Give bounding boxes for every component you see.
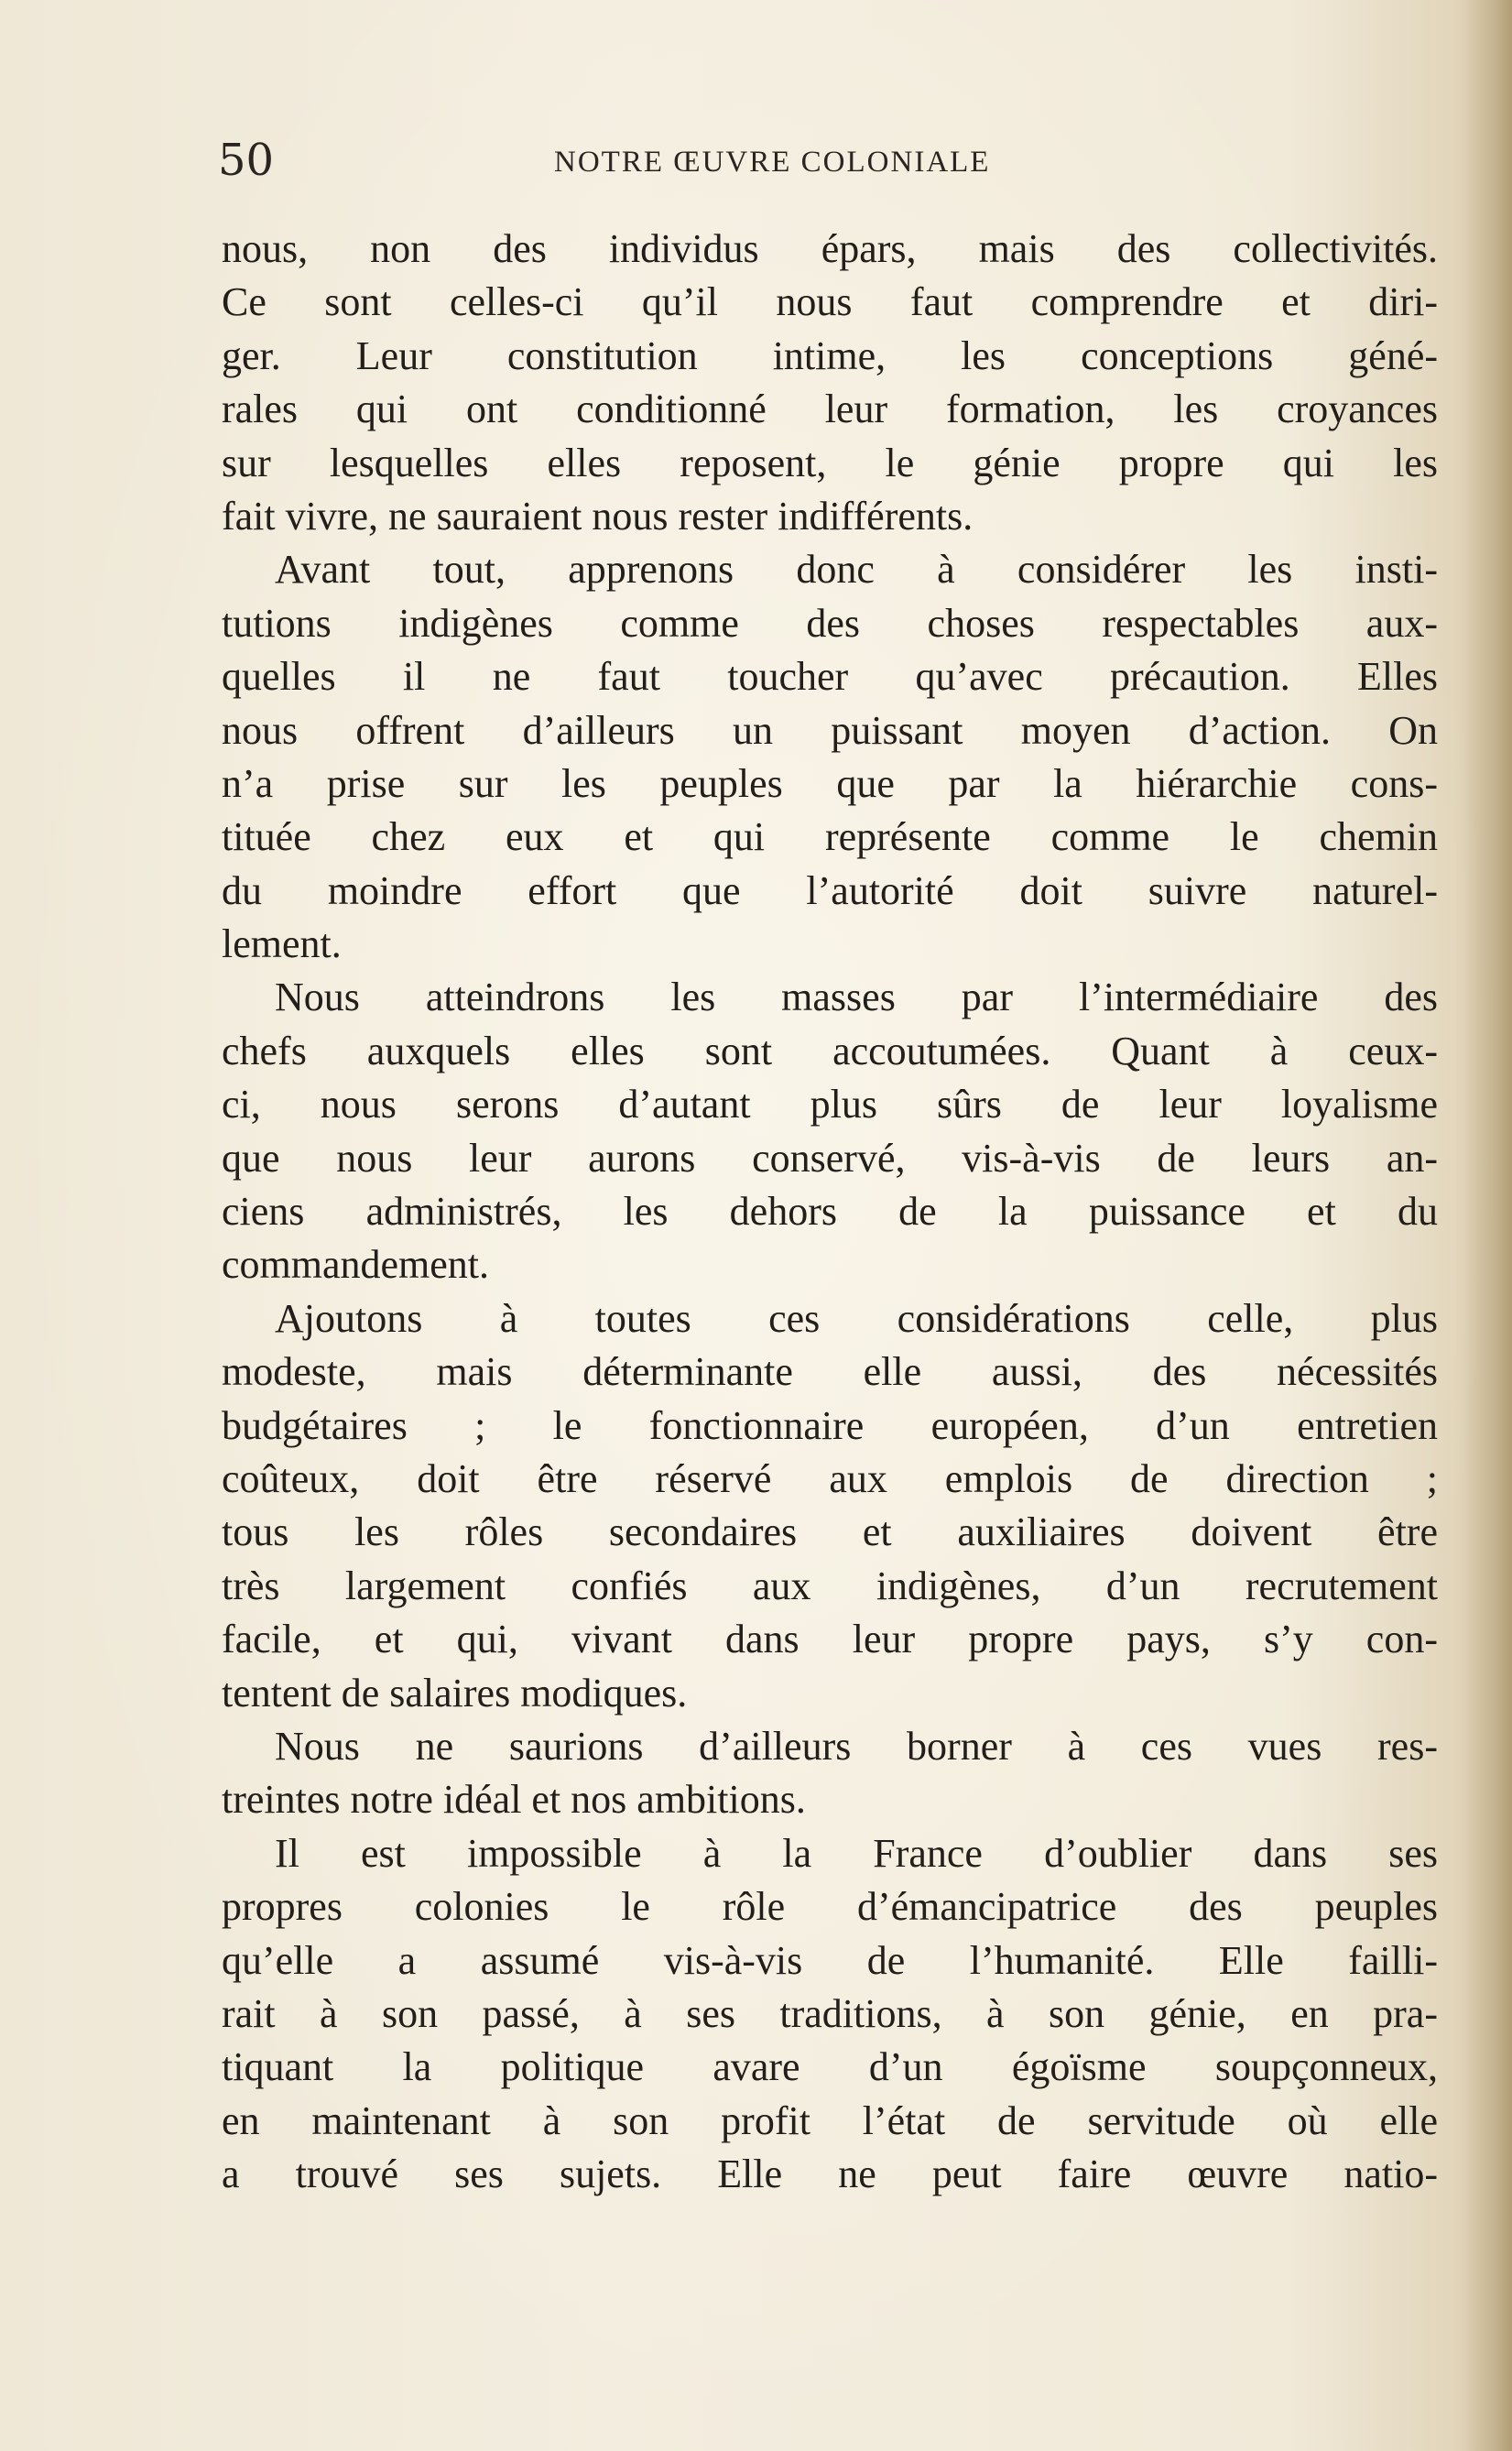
- text-line: sur lesquelles elles reposent, le génie propre qui les: [222, 440, 1438, 485]
- page-number: 50: [218, 135, 275, 186]
- text-line: rales qui ont conditionné leur formation, les croyances: [222, 387, 1438, 432]
- text-line: chefs auxquels elles sont accoutumées. Quant à ceux-: [222, 1028, 1438, 1073]
- text-line: lement.: [222, 921, 342, 967]
- text-line: que nous leur aurons conservé, vis-à-vis de leurs an-: [222, 1135, 1438, 1181]
- page-gutter-shadow: [1464, 0, 1512, 2451]
- page-header: [0, 133, 1512, 188]
- text-line: Ajoutons à toutes ces considérations celle, plus: [275, 1295, 1438, 1341]
- text-line: coûteux, doit être réservé aux emplois de direction ;: [222, 1455, 1438, 1501]
- text-line: Nous atteindrons les masses par l’intermédiaire des: [275, 975, 1438, 1020]
- text-line: nous offrent d’ailleurs un puissant moyen d’action. On: [222, 707, 1438, 753]
- text-line: qu’elle a assumé vis-à-vis de l’humanité. Elle failli-: [222, 1937, 1438, 1983]
- text-line: tituée chez eux et qui représente comme le chemin: [222, 814, 1438, 860]
- text-line: très largement confiés aux indigènes, d’un recrutement: [222, 1563, 1438, 1608]
- text-line: a trouvé ses sujets. Elle ne peut faire œuvre natio-: [222, 2151, 1438, 2197]
- text-line: Avant tout, apprenons donc à considérer les insti-: [275, 547, 1438, 593]
- text-line: ci, nous serons d’autant plus sûrs de leur loyalisme: [222, 1082, 1438, 1127]
- text-line: Nous ne saurions d’ailleurs borner à ces vues res-: [275, 1723, 1438, 1769]
- text-line: quelles il ne faut toucher qu’avec précaution. Elles: [222, 654, 1438, 700]
- text-line: ger. Leur constitution intime, les conceptions géné-: [222, 332, 1438, 378]
- text-line: du moindre effort que l’autorité doit suivre naturel-: [222, 867, 1438, 913]
- text-line: en maintenant à son profit l’état de servitude où elle: [222, 2097, 1438, 2143]
- text-line: rait à son passé, à ses traditions, à son génie, en pra-: [222, 1990, 1438, 2036]
- text-line: tentent de salaires modiques.: [222, 1670, 688, 1716]
- running-title: NOTRE ŒUVRE COLONIALE: [554, 146, 991, 179]
- text-line: nous, non des individus épars, mais des collectivités.: [222, 226, 1438, 271]
- text-line: Il est impossible à la France d’oublier dans ses: [275, 1830, 1438, 1876]
- text-line: tutions indigènes comme des choses respectables aux-: [222, 600, 1438, 646]
- text-line: treintes notre idéal et nos ambitions.: [222, 1777, 806, 1823]
- text-line: modeste, mais déterminante elle aussi, des nécessités: [222, 1349, 1438, 1395]
- text-line: fait vivre, ne sauraient nous rester indifférents.: [222, 493, 974, 539]
- body-text: [222, 223, 1438, 2201]
- text-line: Ce sont celles-ci qu’il nous faut comprendre et diri-: [222, 279, 1438, 325]
- text-line: propres colonies le rôle d’émancipatrice des peuples: [222, 1884, 1438, 1930]
- text-line: tiquant la politique avare d’un égoïsme soupçonneux,: [222, 2044, 1438, 2090]
- text-line: facile, et qui, vivant dans leur propre pays, s’y con-: [222, 1617, 1438, 1662]
- text-line: ciens administrés, les dehors de la puissance et du: [222, 1189, 1438, 1235]
- text-line: commandement.: [222, 1242, 490, 1288]
- text-line: n’a prise sur les peuples que par la hiérarchie cons-: [222, 760, 1438, 806]
- text-line: tous les rôles secondaires et auxiliaires doivent être: [222, 1509, 1438, 1555]
- text-line: budgétaires ; le fonctionnaire européen, d’un entretien: [222, 1402, 1438, 1448]
